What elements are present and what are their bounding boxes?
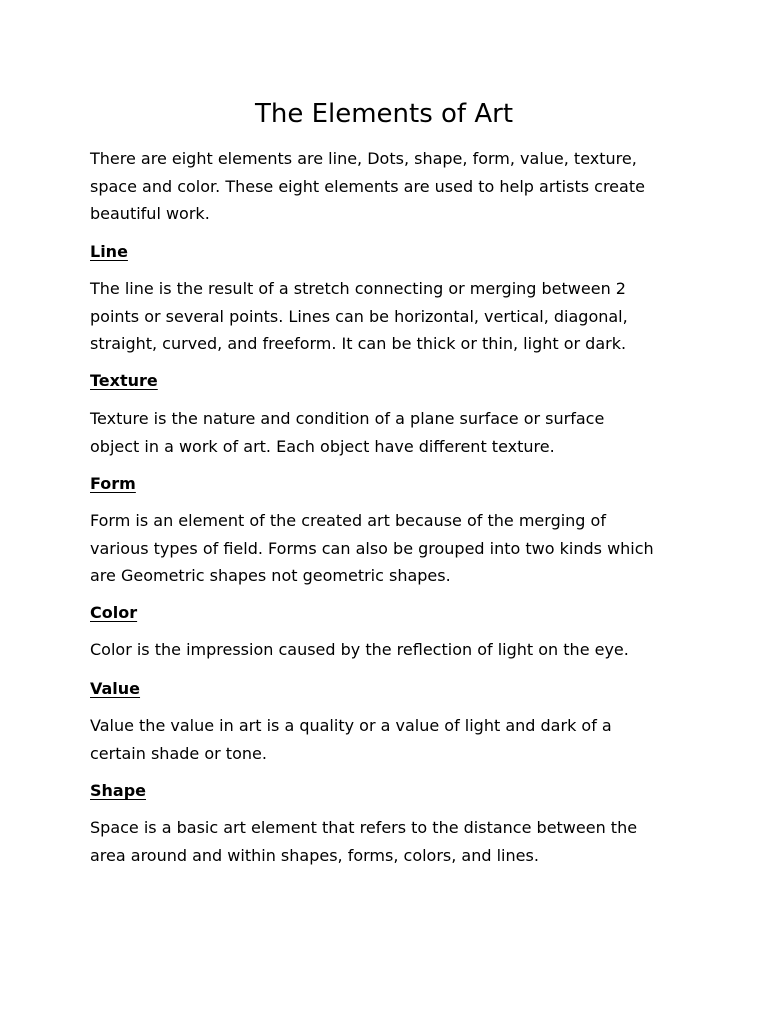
section-body-form [90, 507, 690, 590]
section-body-shape [90, 814, 690, 869]
section-heading-line: Line [90, 242, 128, 261]
paragraph-line: various types of field. Forms can also be grouped into two kinds which [90, 538, 654, 558]
paragraph-line: Form is an element of the created art because of the merging of [90, 511, 606, 530]
section-heading-color: Color [90, 603, 138, 622]
paragraph-line: Color is the impression caused by the reflection of light on the eye. [90, 640, 629, 659]
paragraph-line: beautiful work. [90, 204, 210, 223]
paragraph-line: There are eight elements are line, Dots, shape, form, value, texture, [90, 149, 637, 168]
section-heading-form: Form [90, 474, 136, 493]
paragraph-line: points or several points. Lines can be horizontal, vertical, diagonal, [90, 306, 628, 326]
paragraph-line: certain shade or tone. [90, 743, 267, 763]
section-body-line [90, 275, 690, 358]
intro-paragraph [90, 145, 690, 228]
paragraph-line: space and color. These eight elements are used to help artists create [90, 176, 645, 196]
section-body-color [90, 636, 690, 664]
page-title: The Elements of Art [254, 99, 514, 129]
paragraph-line: straight, curved, and freeform. It can be thick or thin, light or dark. [90, 334, 627, 353]
section-body-value [90, 712, 690, 767]
paragraph-line: are Geometric shapes not geometric shapes. [90, 566, 451, 585]
section-heading-shape: Shape [90, 781, 147, 800]
paragraph-line: Value the value in art is a quality or a value of light and dark of a [90, 716, 612, 735]
paragraph-line: Space is a basic art element that refers to the distance between the [90, 818, 638, 837]
paragraph-line: object in a work of art. Each object have different texture. [90, 436, 555, 456]
paragraph-line: The line is the result of a stretch connecting or merging between 2 [90, 279, 626, 298]
section-heading-texture: Texture [90, 371, 158, 390]
paragraph-line: area around and within shapes, forms, colors, and lines. [90, 845, 539, 865]
section-body-texture [90, 405, 690, 460]
paragraph-line: Texture is the nature and condition of a plane surface or surface [90, 409, 605, 428]
section-heading-value: Value [90, 679, 141, 698]
